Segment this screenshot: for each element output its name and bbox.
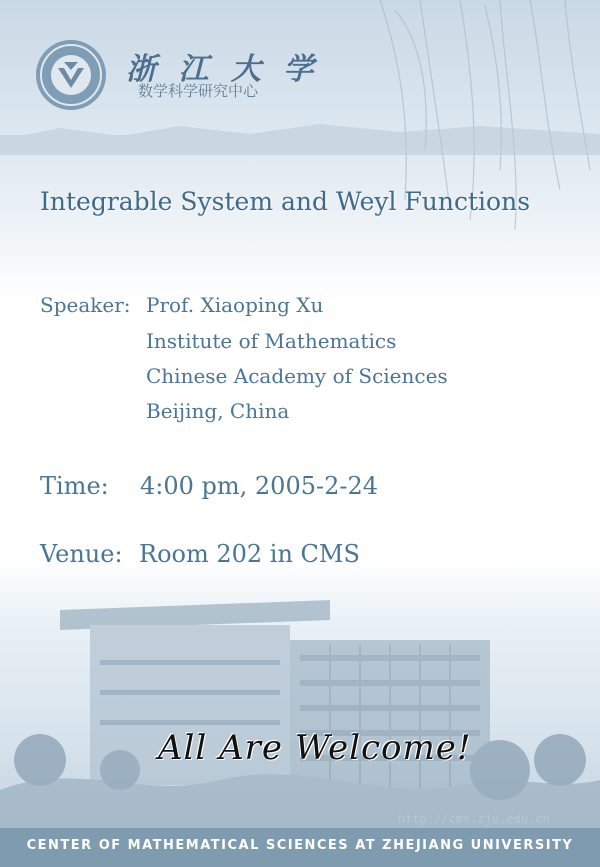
building-image [0,600,600,828]
venue-value: Room 202 in CMS [139,540,360,568]
affiliation-line: Institute of Mathematics [146,329,397,353]
university-name: 浙 江 大 学 [126,52,320,87]
affiliation-line: Beijing, China [146,399,290,423]
website-url: http://cms.zju.edu.cn [398,812,550,826]
time-value: 4:00 pm, 2005-2-24 [140,472,379,500]
department-name: 数学科学研究中心 [138,82,259,100]
lake-shore-image [0,124,600,155]
time-label: Time: [40,472,109,500]
affiliation-line: Chinese Academy of Sciences [146,364,448,388]
footer-text: CENTER OF MATHEMATICAL SCIENCES AT ZHEJIANG UNIVERSITY [26,838,574,853]
speaker-label: Speaker: [40,293,131,317]
welcome-message: All Are Welcome! [158,728,472,768]
venue-label: Venue: [40,540,123,568]
speaker-name: Prof. Xiaoping Xu [146,293,324,317]
talk-title: Integrable System and Weyl Functions [40,187,531,216]
footer-bar [0,828,600,867]
university-seal-logo [34,38,108,112]
